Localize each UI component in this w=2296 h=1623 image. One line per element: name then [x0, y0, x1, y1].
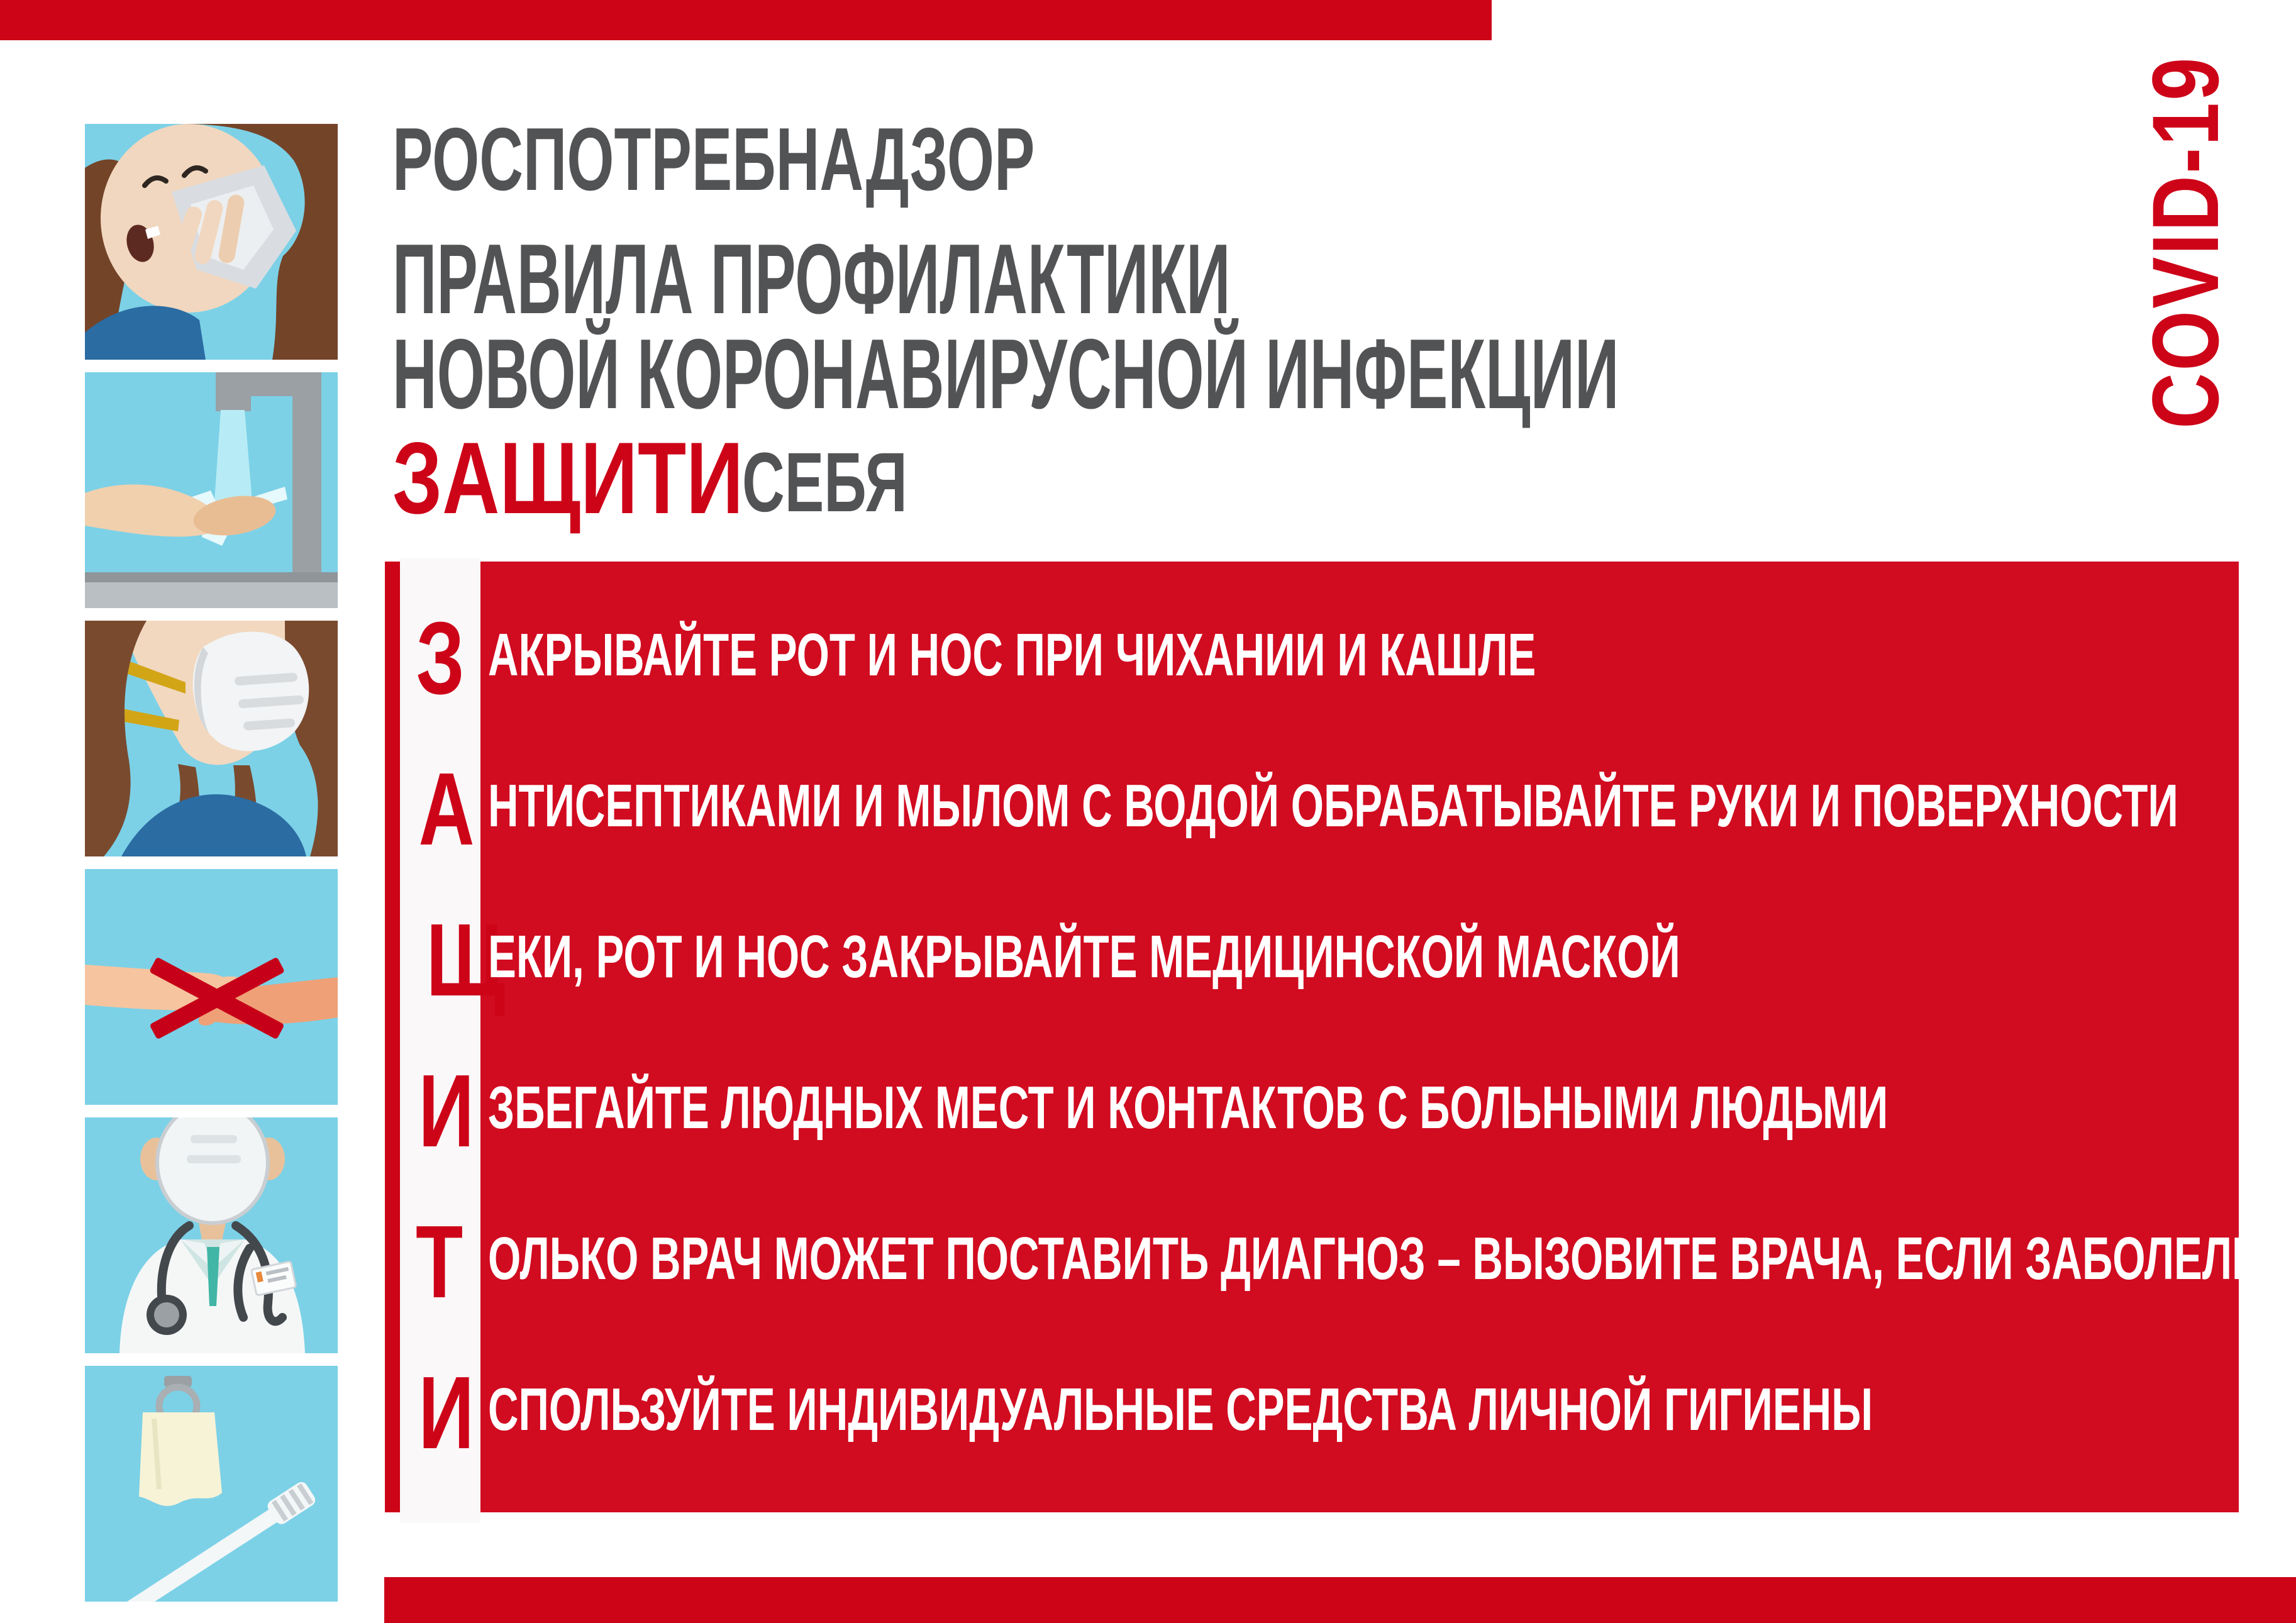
yourself-word-text: СЕБЯ — [742, 436, 907, 529]
rule-4-text: ЗБЕГАЙТЕ ЛЮДНЫХ МЕСТ И КОНТАКТОВ С БОЛЬНЫМИ ЛЮДЬМИ — [488, 1074, 1888, 1141]
rule-6-letter: И — [418, 1355, 474, 1470]
rule-row-1 — [400, 580, 2239, 731]
top-accent-bar — [0, 0, 1492, 40]
rule-row-3 — [400, 882, 2239, 1033]
yourself-word — [742, 435, 978, 531]
poster-title-line-2 — [392, 318, 2296, 431]
rule-5-letter-cell — [400, 1204, 480, 1319]
agency-name-text: РОСПОТРЕБНАДЗОР — [392, 109, 1035, 209]
poster-title-line-1-text: ПРАВИЛА ПРОФИЛАКТИКИ — [392, 224, 1231, 335]
poster-title-line-2-text: НОВОЙ КОРОНАВИРУСНОЙ ИНФЕКЦИИ — [392, 319, 1619, 429]
sneeze-into-tissue-icon — [85, 124, 338, 360]
rule-row-6 — [400, 1334, 2239, 1485]
rule-2-text: НТИСЕПТИКАМИ И МЫЛОМ С ВОДОЙ ОБРАБАТЫВАЙТЕ РУКИ И ПОВЕРХНОСТИ — [488, 772, 2178, 839]
rule-3-letter-cell — [400, 902, 506, 1017]
no-handshake-icon — [85, 869, 338, 1105]
rule-row-4 — [400, 1033, 2239, 1183]
rule-4-letter: И — [418, 1053, 474, 1168]
personal-hygiene-items-icon — [85, 1366, 338, 1602]
bottom-accent-bar — [384, 1577, 2296, 1623]
rule-1-letter-cell — [400, 601, 480, 716]
rule-4-letter-cell — [400, 1053, 480, 1168]
doctor-icon — [85, 1117, 338, 1353]
rule-row-5 — [400, 1183, 2263, 1334]
rule-2-letter: А — [418, 751, 475, 867]
agency-name — [392, 108, 1337, 211]
rule-5-letter: Т — [416, 1204, 463, 1319]
rule-2-letter-cell — [400, 751, 480, 867]
rule-1-text: АКРЫВАЙТЕ РОТ И НОС ПРИ ЧИХАНИИ И КАШЛЕ — [488, 621, 1536, 689]
rule-5-text: ОЛЬКО ВРАЧ МОЖЕТ ПОСТАВИТЬ ДИАГНОЗ – ВЫЗОВИТЕ ВРАЧА, ЕСЛИ ЗАБОЛЕЛИ — [488, 1225, 2263, 1292]
protect-word-text: ЗАЩИТИ — [392, 421, 744, 535]
covid-19-label: COVID-19 — [2132, 55, 2239, 429]
rule-6-text: СПОЛЬЗУЙТЕ ИНДИВИДУАЛЬНЫЕ СРЕДСТВА ЛИЧНОЙ ГИГИЕНЫ — [488, 1376, 1873, 1443]
hand-washing-icon — [85, 372, 338, 608]
rule-3-text: ЕКИ, РОТ И НОС ЗАКРЫВАЙТЕ МЕДИЦИНСКОЙ МАСКОЙ — [488, 923, 1680, 990]
medical-mask-icon — [85, 621, 338, 856]
left-accent-bar — [385, 562, 400, 1512]
rule-1-letter: З — [416, 601, 465, 716]
rule-6-letter-cell — [400, 1355, 480, 1470]
rule-row-2 — [400, 731, 2239, 882]
rule-3-letter: Щ — [426, 902, 506, 1017]
